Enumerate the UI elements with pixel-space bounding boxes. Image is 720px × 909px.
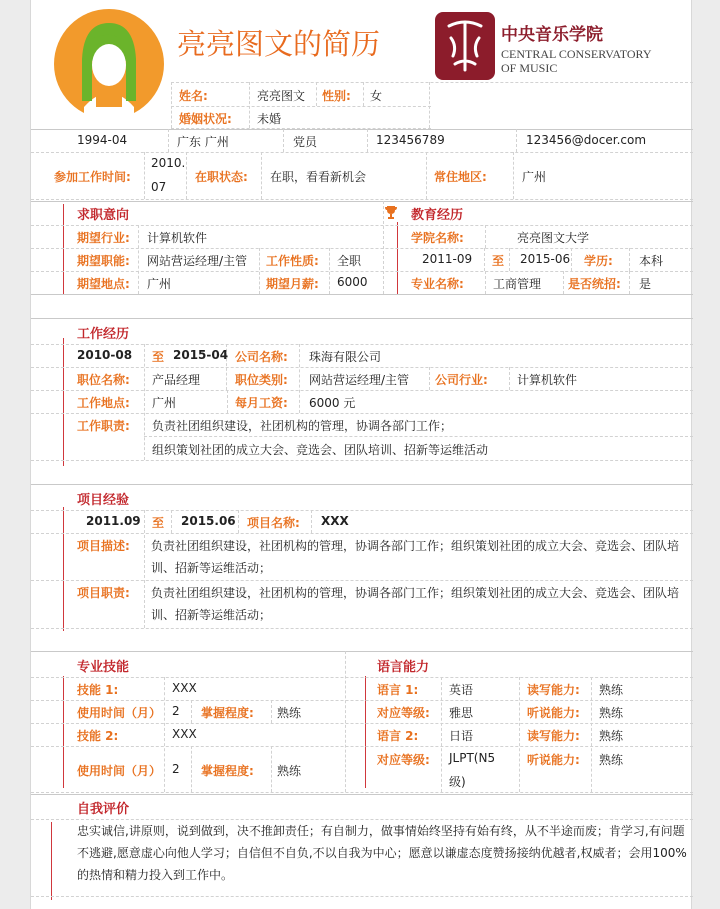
edu-start: 2011-09	[422, 252, 473, 266]
trophy-icon	[383, 204, 399, 220]
project-start: 2011.09	[86, 514, 141, 528]
school-value: 亮亮图文大学	[517, 231, 590, 245]
work-end: 2015-04	[173, 348, 229, 362]
politics-value: 党员	[293, 135, 318, 149]
unified-value: 是	[639, 277, 652, 291]
lang2-value: 日语	[449, 729, 474, 743]
lang1-level-label: 对应等级:	[377, 706, 430, 720]
school-logo-line1: CENTRAL CONSERVATORY	[501, 47, 652, 61]
major-value: 工商管理	[493, 277, 542, 291]
resume-title: 亮亮图文的简历	[177, 27, 381, 61]
skill1-mastery-label: 掌握程度:	[201, 706, 254, 720]
degree-value: 本科	[639, 254, 664, 268]
avatar	[54, 9, 164, 119]
marital-value: 未婚	[257, 112, 282, 126]
lang2-rw-value: 熟练	[599, 729, 624, 743]
intent-industry-value: 计算机软件	[147, 231, 208, 245]
work-heading: 工作经历	[77, 327, 130, 342]
work-title-label: 职位名称:	[77, 373, 130, 387]
lang1-value: 英语	[449, 683, 474, 697]
lang1-level-value: 雅思	[449, 706, 474, 720]
skill2-mastery-value: 熟练	[277, 764, 302, 778]
skill2-value: XXX	[172, 727, 197, 741]
skill2-time-label: 使用时间（月）	[77, 764, 162, 778]
intent-type-label: 工作性质:	[266, 254, 319, 268]
work-start-value-2: 07	[151, 180, 167, 194]
resume-page	[30, 0, 692, 909]
edu-end: 2015-06	[520, 252, 571, 266]
work-category-label: 职位类别:	[235, 373, 288, 387]
work-start-label: 参加工作时间:	[54, 170, 131, 184]
work-place-label: 工作地点:	[77, 396, 130, 410]
name-value: 亮亮图文	[257, 89, 306, 103]
skill1-label: 技能 1:	[77, 683, 119, 697]
intent-location-value: 广州	[147, 277, 172, 291]
work-salary-value: 6000 元	[309, 396, 356, 410]
lang1-rw-label: 读写能力:	[527, 683, 580, 697]
lang2-label: 语言 2:	[377, 729, 419, 743]
work-start-value-1: 2010.	[151, 156, 186, 170]
major-label: 专业名称:	[411, 277, 464, 291]
work-industry-label: 公司行业:	[435, 373, 488, 387]
work-title-value: 产品经理	[152, 373, 201, 387]
intent-position-label: 期望职能:	[77, 254, 130, 268]
self-evaluation-text: 忠实诚信,讲原则，说到做到，决不推卸责任；有自制力，做事情始终坚持有始有终，从不半途而废；肯学习,有问题不逃避,愿意虚心向他人学习；自信但不自负,不以自我为中心；愿意以谦虚态度赞扬接纳优越者,权威者；会用100%的热情和精力投入到工作中。	[77, 824, 687, 882]
self-heading: 自我评价	[77, 802, 130, 817]
skill2-mastery-label: 掌握程度:	[201, 764, 254, 778]
project-end: 2015.06	[181, 514, 236, 528]
hometown-value: 广东 广州	[177, 135, 229, 149]
phone-value: 123456789	[376, 133, 445, 147]
intent-industry-label: 期望行业:	[77, 231, 130, 245]
skills-heading: 专业技能	[77, 660, 130, 675]
gender-label: 性别:	[322, 89, 351, 103]
edu-to: 至	[492, 254, 505, 268]
work-duty-line2: 组织策划社团的成立大会、竞选会、团队培训、招新等运维活动	[152, 443, 489, 457]
lang2-rw-label: 读写能力:	[527, 729, 580, 743]
skill1-time-label: 使用时间（月）	[77, 706, 162, 720]
project-heading: 项目经验	[77, 493, 130, 508]
skill2-label: 技能 2:	[77, 729, 119, 743]
project-duty-value: 负责社团组织建设，社团机构的管理，协调各部门工作；组织策划社团的成立大会、竞选会、团队培训、招新等运维活动；	[151, 586, 680, 622]
name-label: 姓名:	[179, 89, 208, 103]
lang1-label: 语言 1:	[377, 683, 419, 697]
school-logo-cn: 中央音乐学院	[501, 25, 603, 45]
lang2-ls-value: 熟练	[599, 753, 624, 767]
work-salary-label: 每月工资:	[235, 396, 288, 410]
lang2-level-value-2: 级)	[449, 775, 466, 789]
school-logo-line2: OF MUSIC	[501, 61, 558, 75]
project-desc-value: 负责社团组织建设，社团机构的管理，协调各部门工作；组织策划社团的成立大会、竞选会、团队培训、招新等运维活动；	[151, 539, 680, 575]
gender-value: 女	[370, 89, 383, 103]
email-value: 123456@docer.com	[526, 133, 647, 147]
residence-value: 广州	[522, 170, 547, 184]
status-label: 在职状态:	[195, 170, 248, 184]
project-duty-label: 项目职责:	[77, 586, 130, 600]
school-label: 学院名称:	[411, 231, 464, 245]
degree-label: 学历:	[584, 254, 613, 268]
lang1-ls-value: 熟练	[599, 706, 624, 720]
birth-value: 1994-04	[77, 133, 128, 147]
unified-label: 是否统招:	[568, 277, 621, 291]
work-place-value: 广州	[152, 396, 177, 410]
school-logo	[435, 12, 495, 80]
intent-heading: 求职意向	[77, 208, 130, 223]
project-name-label: 项目名称:	[247, 516, 300, 530]
project-to: 至	[152, 516, 165, 530]
skill1-mastery-value: 熟练	[277, 706, 302, 720]
intent-location-label: 期望地点:	[77, 277, 130, 291]
language-heading: 语言能力	[377, 660, 430, 675]
skill2-time-value: 2	[172, 762, 180, 776]
work-duty-line1: 负责社团组织建设，社团机构的管理，协调各部门工作；	[152, 419, 453, 433]
project-name-value: XXX	[321, 514, 349, 528]
lang1-rw-value: 熟练	[599, 683, 624, 697]
work-category-value: 网站营运经理/主管	[309, 373, 410, 387]
marital-label: 婚姻状况:	[179, 112, 232, 126]
work-industry-value: 计算机软件	[517, 373, 578, 387]
skill1-value: XXX	[172, 681, 197, 695]
intent-salary-value: 6000	[337, 275, 368, 289]
residence-label: 常住地区:	[434, 170, 487, 184]
company-label: 公司名称:	[235, 350, 288, 364]
project-desc-label: 项目描述:	[77, 539, 130, 553]
intent-position-value: 网站营运经理/主管	[147, 254, 248, 268]
skill1-time-value: 2	[172, 704, 180, 718]
lang1-ls-label: 听说能力:	[527, 706, 580, 720]
company-value: 珠海有限公司	[309, 350, 382, 364]
intent-type-value: 全职	[337, 254, 362, 268]
work-duty-label: 工作职责:	[77, 419, 130, 433]
lang2-level-label: 对应等级:	[377, 753, 430, 767]
status-value: 在职，看看新机会	[270, 170, 367, 184]
intent-salary-label: 期望月薪:	[266, 277, 319, 291]
lang2-level-value-1: JLPT(N5	[449, 751, 496, 765]
work-to: 至	[152, 350, 165, 364]
work-start: 2010-08	[77, 348, 133, 362]
education-heading: 教育经历	[411, 208, 464, 223]
lang2-ls-label: 听说能力:	[527, 753, 580, 767]
